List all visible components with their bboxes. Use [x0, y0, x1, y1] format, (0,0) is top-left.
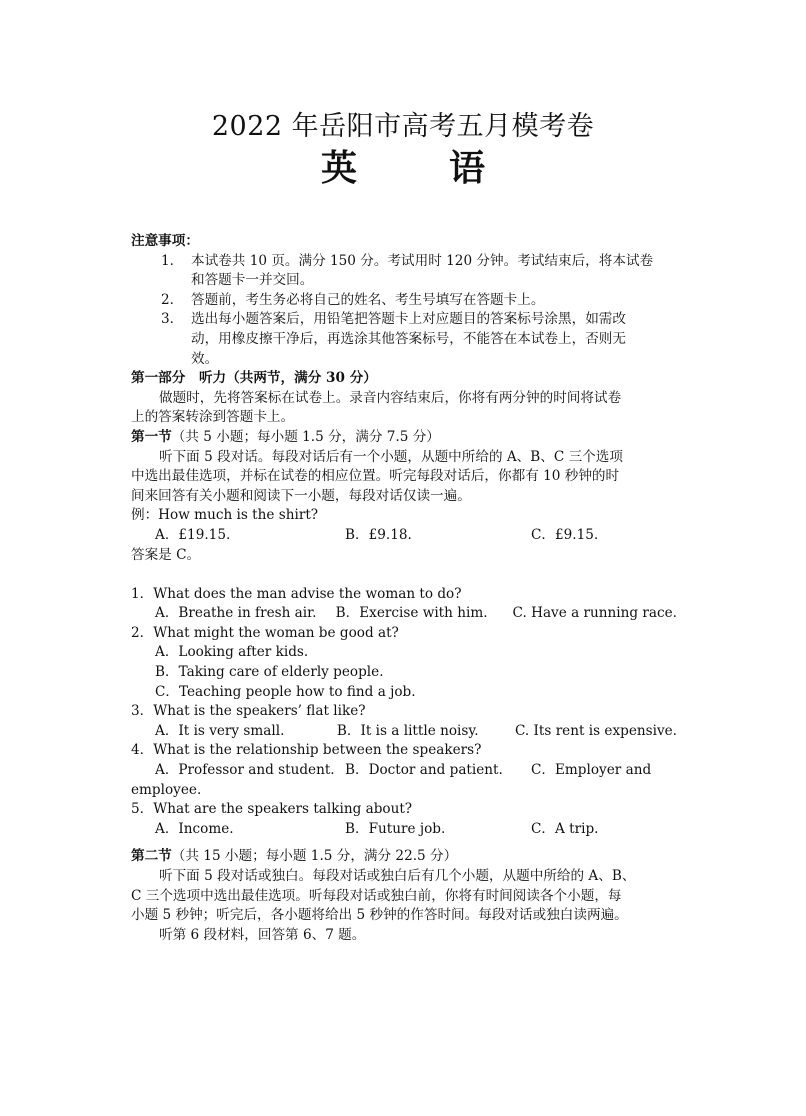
section2-instruction: 小题 5 秒钟；听完后，各小题将给出 5 秒钟的作答时间。每段对话或独白读两遍。 — [131, 907, 628, 924]
option-a: A．£19.15. — [155, 526, 231, 543]
option-a: A．Breathe in fresh air. — [155, 605, 317, 622]
option-c: C. Its rent is expensive. — [515, 722, 677, 739]
option-c-continued: employee. — [131, 781, 202, 798]
notice-heading: 注意事项： — [131, 233, 199, 249]
section1-instruction: 听下面 5 段对话。每段对话后有一个小题，从题中所给的 A、B、C 三个选项 — [159, 448, 623, 465]
question-4: 4．What is the relationship between the speakers? — [131, 742, 482, 759]
section2-instruction: 听下面 5 段对话或独白。每段对话或独白后有几个小题，从题中所给的 A、B、 — [159, 868, 636, 884]
section1-desc: （共 5 小题；每小题 1.5 分，满分 7.5 分） — [171, 428, 440, 445]
question-1: 1．What does the man advise the woman to do? — [131, 585, 462, 602]
question-5: 5．What are the speakers talking about? — [131, 801, 413, 818]
example-answer: 答案是 C。 — [131, 546, 201, 563]
example-options — [131, 526, 677, 546]
notice-item — [131, 252, 677, 291]
part1-intro: 上的答案转涂到答题卡上。 — [131, 409, 295, 426]
part1-intro: 做题时，先将答案标在试卷上。录音内容结束后，你将有两分钟的时间将试卷 — [159, 389, 622, 406]
question-3-options — [131, 722, 677, 742]
notice-number: 3． — [161, 311, 184, 328]
question-5-options — [131, 820, 677, 840]
option-c: C．Teaching people how to find a job. — [155, 683, 416, 700]
notice-item — [131, 291, 677, 311]
option-a: A．Income. — [155, 820, 234, 837]
section2-instruction: C 三个选项中选出最佳选项。听每段对话或独白前，你将有时间阅读各个小题，每 — [131, 887, 622, 904]
option-b: B．Taking care of elderly people. — [155, 664, 384, 681]
option-c: C. Have a running race. — [512, 605, 677, 622]
section2-label: 第二节 — [131, 848, 172, 865]
notice-text: 动，用橡皮擦干净后，再选涂其他答案标号，不能答在本试卷上，否则无 — [191, 330, 626, 347]
section1-heading — [131, 428, 677, 448]
question-2: 2．What might the woman be good at? — [131, 624, 399, 641]
option-c: C．Employer and — [531, 762, 652, 779]
option-b: B．Exercise with him. — [335, 605, 488, 622]
section1-instruction: 中选出最佳选项，并标在试卷的相应位置。听完每段对话后，你都有 10 秒钟的时 — [131, 468, 620, 485]
notice-number: 1． — [161, 252, 184, 269]
notice-number: 2． — [161, 291, 184, 308]
part1-heading: 第一部分 听力（共两节，满分 30 分） — [131, 370, 377, 387]
notice-item — [131, 310, 677, 369]
notice-text: 答题前，考生务必将自己的姓名、考生号填写在答题卡上。 — [191, 291, 545, 308]
option-c: C．£9.15. — [531, 526, 599, 543]
section1-instruction: 间来回答有关小题和阅读下一小题，每段对话仅读一遍。 — [131, 487, 471, 504]
example-question: 例：How much is the shirt? — [131, 507, 319, 524]
option-b: B．Future job. — [345, 820, 446, 837]
option-b: B．It is a little noisy. — [336, 722, 479, 739]
notice-text: 本试卷共 10 页。满分 150 分。考试用时 120 分钟。考试结束后，将本试卷 — [191, 252, 654, 269]
option-c: C．A trip. — [531, 820, 599, 837]
question-3: 3．What is the speakers’ flat like? — [131, 703, 366, 720]
option-a: A．Professor and student. — [155, 762, 335, 779]
option-b: B．£9.18. — [345, 526, 412, 543]
notice-text: 和答题卡一并交回。 — [191, 272, 314, 289]
option-a: A．It is very small. — [155, 722, 285, 739]
option-b: B．Doctor and patient. — [345, 762, 503, 779]
exam-title: 2022 年岳阳市高考五月模考卷 — [211, 111, 595, 142]
section2-heading — [131, 847, 677, 867]
notice-text: 效。 — [191, 350, 219, 367]
section2-material: 听第 6 段材料，回答第 6、7 题。 — [159, 926, 366, 943]
section2-desc: （共 15 小题；每小题 1.5 分，满分 22.5 分） — [171, 848, 458, 865]
question-1-options — [131, 604, 677, 624]
notice-text: 选出每小题答案后，用铅笔把答题卡上对应题目的答案标号涂黑，如需改 — [191, 311, 626, 328]
question-4-options — [131, 761, 677, 781]
section1-label: 第一节 — [131, 428, 172, 445]
option-a: A．Looking after kids. — [155, 644, 309, 661]
subject-title: 英 语 — [320, 147, 513, 189]
exam-body — [131, 232, 677, 945]
